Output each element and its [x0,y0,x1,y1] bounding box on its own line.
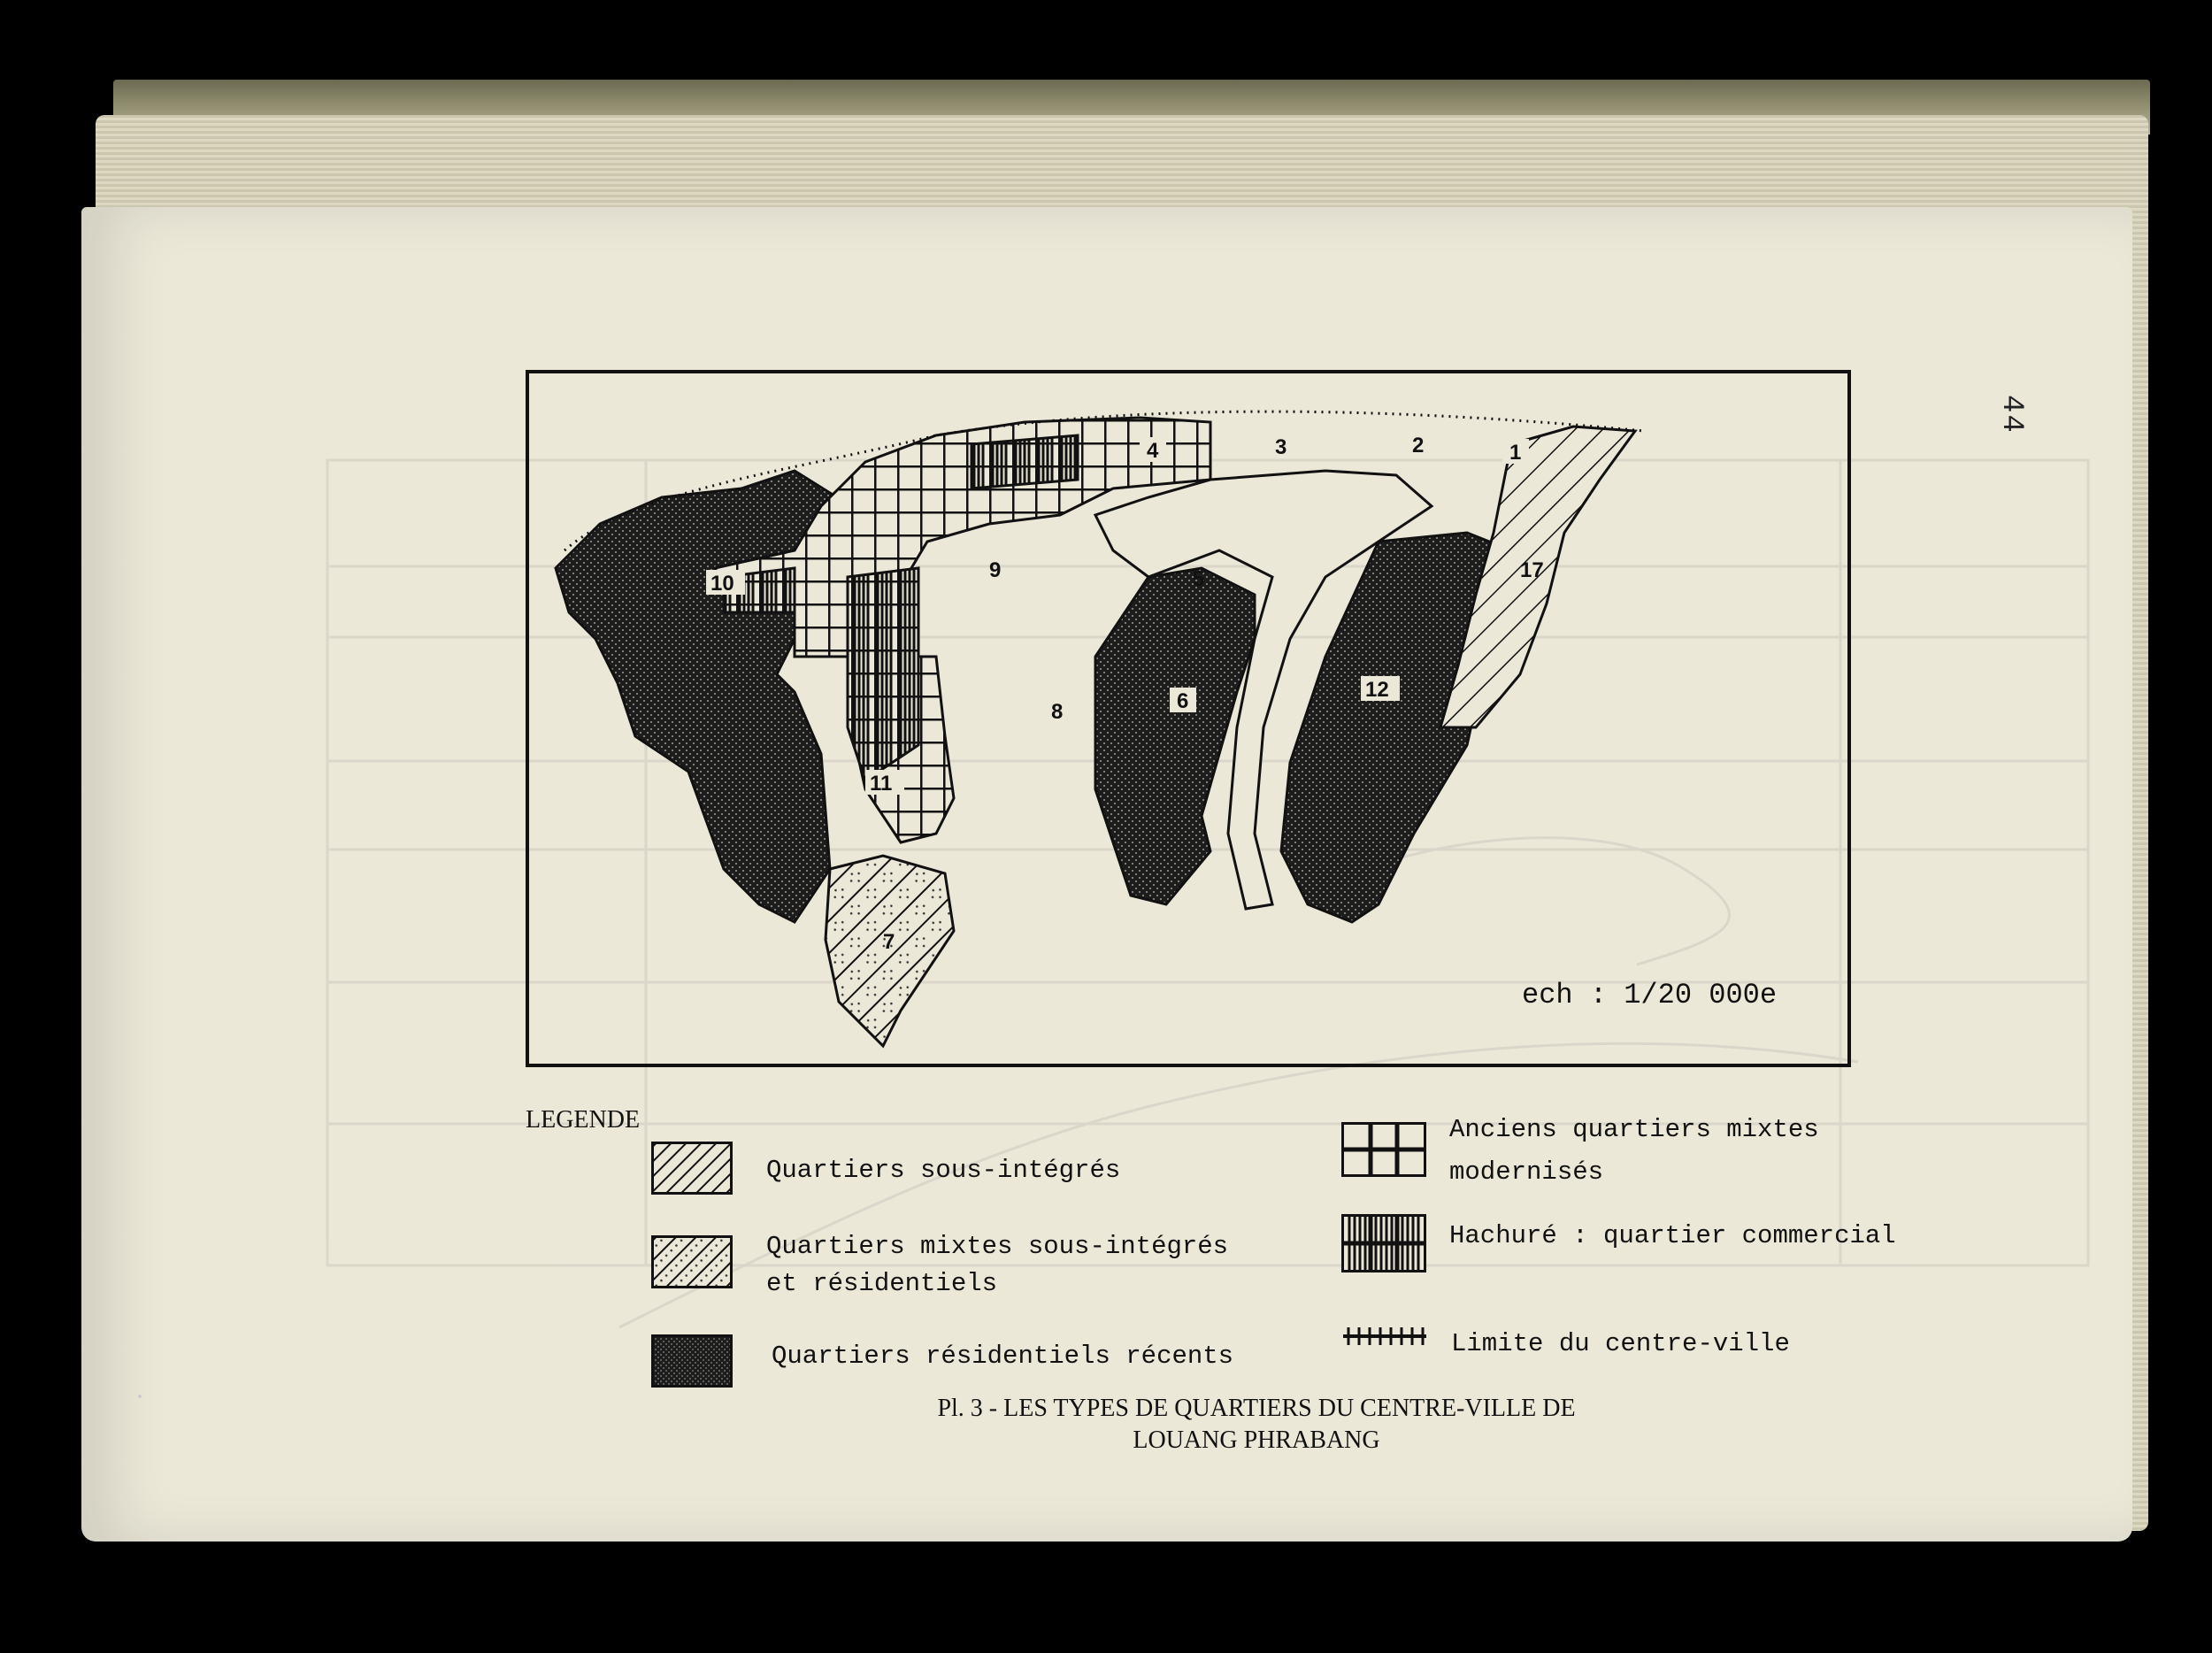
svg-text:12: 12 [1365,678,1389,702]
swatch-mixtes-sous-integres [651,1235,733,1288]
svg-text:4: 4 [1147,439,1159,463]
svg-text:2: 2 [1412,434,1425,457]
district-label-11 [865,770,904,796]
legend-label-commercial: Hachuré : quartier commercial [1449,1221,1896,1250]
swatch-anciens-modernises [1341,1122,1426,1177]
district-label-8 [1051,700,1063,724]
legend-label-mixtes-line1: Quartiers mixtes sous-intégrés [766,1232,1229,1261]
svg-text:5: 5 [1193,567,1205,591]
svg-text:11: 11 [870,772,893,796]
caption-line-2: LOUANG PHRABANG [1133,1426,1380,1454]
district-map [529,373,1847,1064]
district-label-4 [1140,437,1166,463]
svg-text:7: 7 [883,930,895,954]
district-label-1 [1502,439,1529,465]
svg-text:8: 8 [1051,700,1064,724]
svg-text:3: 3 [1275,435,1287,459]
legend-label-anciens-line2: modernisés [1449,1157,1604,1187]
speck [138,1395,142,1398]
district-label-3 [1268,434,1294,459]
page-number: 44 [1994,395,2028,434]
legend-label-sous-integres: Quartiers sous-intégrés [766,1156,1121,1185]
swatch-commercial [1341,1214,1426,1272]
district-label-5 [1193,567,1204,591]
swatch-residentiels-recents [651,1334,733,1388]
svg-text:9: 9 [989,558,1002,582]
district-6-area [1095,568,1255,904]
svg-text:6: 6 [1177,689,1189,713]
commercial-hatched-1 [972,435,1078,488]
map-scale: ech : 1/20 000e [1522,979,1778,1011]
district-label-6 [1170,688,1196,713]
svg-text:17: 17 [1520,558,1544,582]
district-label-10 [706,570,745,596]
legend-label-anciens-line1: Anciens quartiers mixtes [1449,1115,1819,1144]
svg-text:1: 1 [1509,441,1522,465]
district-label-2 [1405,432,1432,457]
legend-label-residentiels-recents: Quartiers résidentiels récents [772,1342,1234,1371]
swatch-limite-centre-ville [1343,1324,1426,1349]
district-label-9 [989,558,1001,582]
map-frame [526,370,1851,1067]
district-label-12 [1361,676,1400,702]
district-label-7 [883,930,895,954]
figure-caption [858,1393,1655,1457]
legend-title: LEGENDE [526,1106,641,1134]
legend-label-mixtes-line2: et résidentiels [766,1269,998,1298]
legend-label-limite: Limite du centre-ville [1451,1329,1790,1358]
commercial-hatched-2 [848,568,918,780]
district-label-17 [1520,558,1544,582]
swatch-sous-integres [651,1142,733,1195]
caption-line-1: Pl. 3 - LES TYPES DE QUARTIERS DU CENTRE-VILLE DE [937,1395,1576,1422]
svg-text:10: 10 [710,572,734,596]
